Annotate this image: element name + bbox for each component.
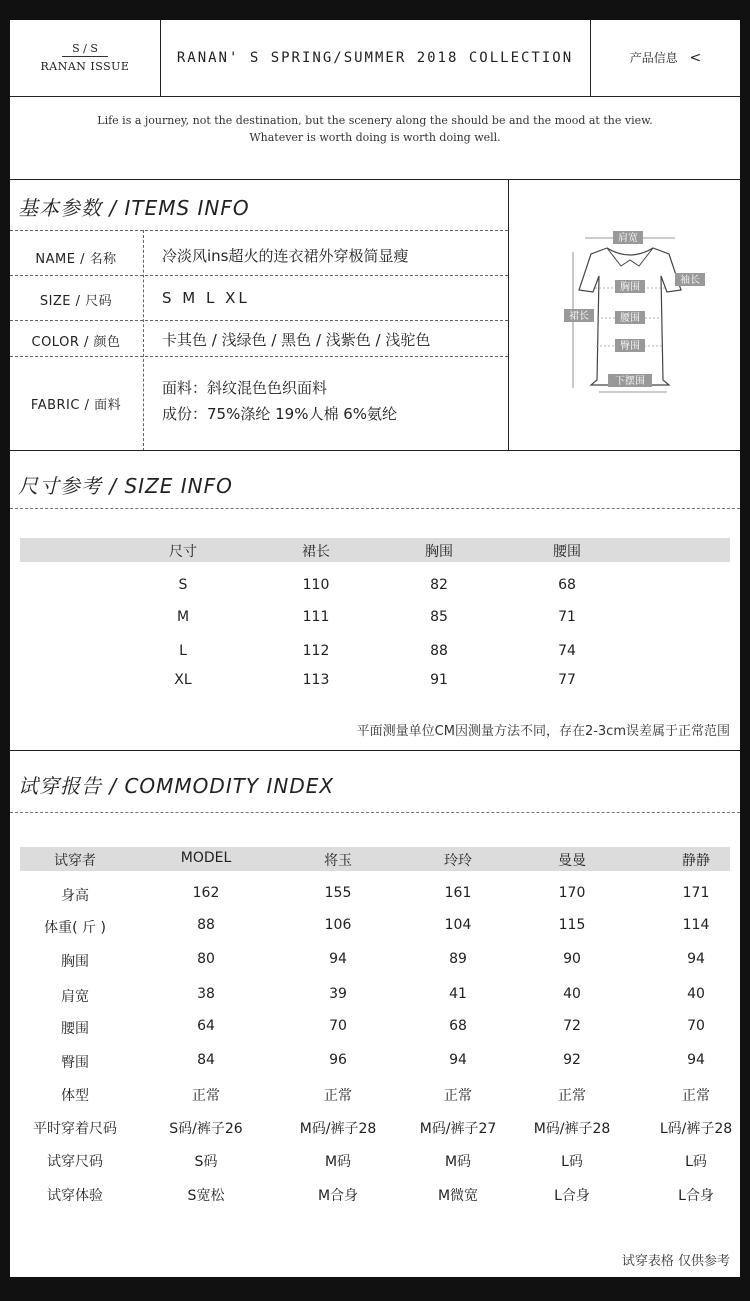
- commodity-cell: 腰围: [61, 1021, 89, 1037]
- waist-text: 腰围: [620, 313, 640, 324]
- commodity-cell: 39: [329, 986, 347, 1002]
- commodity-cell: M码: [444, 1154, 472, 1170]
- fabric-value-2: 成份：75%涤纶 19%人棉 6%氨纶: [162, 405, 398, 423]
- commodity-cell: 155: [324, 885, 352, 901]
- color-value: 卡其色 / 浅绿色 / 黑色 / 浅紫色 / 浅驼色: [162, 331, 431, 349]
- size-cell: 113: [302, 672, 330, 688]
- length-text: 裙长: [569, 311, 589, 322]
- commodity-cell: 臀围: [61, 1055, 89, 1071]
- size-cell: 85: [430, 609, 448, 625]
- commodity-header-cell: 试穿者: [54, 853, 96, 869]
- commodity-cell: L合身: [554, 1188, 590, 1204]
- size-table: [20, 538, 730, 708]
- commodity-cell: 92: [563, 1052, 581, 1068]
- commodity-cell: 38: [197, 986, 215, 1002]
- commodity-cell: 身高: [61, 888, 89, 904]
- commodity-cell: 正常: [682, 1088, 710, 1104]
- size-note: 平面测量单位CM因测量方法不同，存在2-3cm误差属于正常范围: [356, 724, 730, 739]
- product-info-label: 产品信息: [629, 51, 678, 65]
- divider: [143, 230, 144, 451]
- chest-text: 胸围: [620, 282, 640, 293]
- commodity-cell: 正常: [324, 1088, 352, 1104]
- commodity-cell: 88: [197, 917, 215, 933]
- commodity-cell: M码: [324, 1154, 352, 1170]
- commodity-cell: 体型: [61, 1088, 89, 1104]
- size-cell: L: [179, 643, 187, 659]
- commodity-cell: 106: [324, 917, 352, 933]
- brand-logo: [10, 20, 161, 96]
- size-cell: 82: [430, 577, 448, 593]
- size-cell: 91: [430, 672, 448, 688]
- size-cell: XL: [174, 672, 192, 688]
- commodity-cell: 96: [329, 1052, 347, 1068]
- commodity-cell: 115: [558, 917, 586, 933]
- commodity-cell: 89: [449, 951, 467, 967]
- size-cell: 68: [558, 577, 576, 593]
- size-cell: 71: [558, 609, 576, 625]
- size-cell: 111: [302, 609, 330, 625]
- size-table-header: [20, 538, 730, 562]
- commodity-cell: 171: [682, 885, 710, 901]
- size-cell: 88: [430, 643, 448, 659]
- commodity-cell: 161: [444, 885, 472, 901]
- logo-brand: RANAN ISSUE: [40, 60, 130, 73]
- commodity-cell: S码: [194, 1154, 218, 1170]
- name-label: NAME / 名称: [35, 252, 117, 267]
- commodity-cell: 40: [687, 986, 705, 1002]
- commodity-cell: 104: [444, 917, 472, 933]
- hem-text: 下摆围: [615, 376, 645, 387]
- commodity-cell: M码/裤子28: [299, 1121, 377, 1137]
- commodity-header-cell: 玲玲: [444, 853, 472, 869]
- logo-top: S / S: [62, 42, 108, 57]
- commodity-cell: 94: [687, 1052, 705, 1068]
- commodity-cell: 90: [563, 951, 581, 967]
- commodity-cell: 正常: [192, 1088, 220, 1104]
- commodity-cell: 94: [329, 951, 347, 967]
- commodity-cell: 64: [197, 1018, 215, 1034]
- commodity-cell: M码/裤子28: [533, 1121, 611, 1137]
- size-info-title: 尺寸参考 / SIZE INFO: [18, 474, 233, 498]
- commodity-cell: M合身: [317, 1188, 359, 1204]
- quote: [10, 112, 740, 146]
- commodity-cell: 41: [449, 986, 467, 1002]
- commodity-cell: 114: [682, 917, 710, 933]
- commodity-cell: 体重( 斤 ): [44, 920, 106, 936]
- divider: [10, 812, 740, 813]
- size-cell: 74: [558, 643, 576, 659]
- quote-line-1: Life is a journey, not the destination, but the scenery along the should be and the mood at the view.: [97, 114, 653, 127]
- color-label: COLOR / 颜色: [31, 335, 121, 350]
- commodity-cell: 72: [563, 1018, 581, 1034]
- commodity-header-cell: MODEL: [180, 850, 232, 866]
- measurement-diagram: [508, 180, 741, 450]
- divider: [10, 750, 740, 751]
- commodity-table: [20, 847, 733, 1217]
- divider: [10, 320, 508, 321]
- size-cell: M: [176, 609, 190, 625]
- hip-text: 臀围: [620, 341, 640, 352]
- commodity-cell: 40: [563, 986, 581, 1002]
- size-header-cell: 裙长: [302, 544, 330, 560]
- commodity-cell: L码: [561, 1154, 583, 1170]
- size-cell: 77: [558, 672, 576, 688]
- commodity-note: 试穿表格 仅供参考: [621, 1254, 730, 1269]
- commodity-cell: 70: [329, 1018, 347, 1034]
- commodity-cell: 68: [449, 1018, 467, 1034]
- commodity-cell: M微宽: [437, 1188, 479, 1204]
- divider: [10, 275, 508, 276]
- collection-title: RANAN' S SPRING/SUMMER 2018 COLLECTION: [160, 20, 591, 96]
- commodity-cell: 正常: [558, 1088, 586, 1104]
- commodity-cell: 94: [687, 951, 705, 967]
- commodity-cell: S码/裤子26: [169, 1121, 243, 1137]
- header: [10, 20, 740, 97]
- sleeve-text: 袖长: [680, 275, 700, 286]
- divider: [10, 450, 740, 451]
- commodity-cell: 162: [192, 885, 220, 901]
- commodity-cell: 84: [197, 1052, 215, 1068]
- commodity-cell: S宽松: [187, 1188, 225, 1204]
- divider: [10, 356, 508, 357]
- page-content: [10, 20, 740, 1277]
- fabric-label: FABRIC / 面料: [30, 398, 122, 413]
- commodity-cell: 试穿体验: [47, 1188, 103, 1204]
- size-header-cell: 尺寸: [169, 544, 197, 560]
- commodity-header-cell: 将玉: [324, 853, 352, 869]
- divider: [10, 230, 508, 231]
- commodity-cell: 试穿尺码: [47, 1154, 103, 1170]
- shoulder-text: 肩宽: [618, 233, 638, 244]
- size-label: SIZE / 尺码: [39, 294, 113, 309]
- commodity-cell: 170: [558, 885, 586, 901]
- items-info-title: 基本参数 / ITEMS INFO: [18, 196, 250, 220]
- commodity-cell: 80: [197, 951, 215, 967]
- size-cell: 112: [302, 643, 330, 659]
- commodity-cell: M码/裤子27: [419, 1121, 497, 1137]
- size-header-cell: 腰围: [553, 544, 581, 560]
- size-header-cell: 胸围: [425, 544, 453, 560]
- commodity-cell: L码: [685, 1154, 707, 1170]
- size-cell: 110: [302, 577, 330, 593]
- share-icon: <: [689, 50, 702, 66]
- name-value: 冷淡风ins超火的连衣裙外穿极简显瘦: [162, 247, 409, 265]
- commodity-cell: L合身: [678, 1188, 714, 1204]
- product-info: [591, 20, 740, 96]
- size-cell: S: [178, 577, 188, 593]
- commodity-cell: 94: [449, 1052, 467, 1068]
- commodity-cell: 正常: [444, 1088, 472, 1104]
- commodity-index-title: 试穿报告 / COMMODITY INDEX: [18, 774, 335, 798]
- commodity-cell: 70: [687, 1018, 705, 1034]
- commodity-cell: 胸围: [61, 954, 89, 970]
- commodity-header-cell: 曼曼: [558, 853, 586, 869]
- commodity-table-header: [20, 847, 730, 871]
- quote-line-2: Whatever is worth doing is worth doing well.: [249, 131, 501, 144]
- commodity-cell: 平时穿着尺码: [33, 1121, 117, 1137]
- commodity-cell: 肩宽: [61, 989, 89, 1005]
- dress-diagram: [509, 180, 741, 450]
- commodity-cell: L码/裤子28: [659, 1121, 733, 1137]
- size-value: S M L XL: [162, 289, 250, 307]
- commodity-header-cell: 静静: [682, 853, 710, 869]
- fabric-value-1: 面料：斜纹混色色织面料: [162, 379, 328, 397]
- divider: [10, 508, 740, 509]
